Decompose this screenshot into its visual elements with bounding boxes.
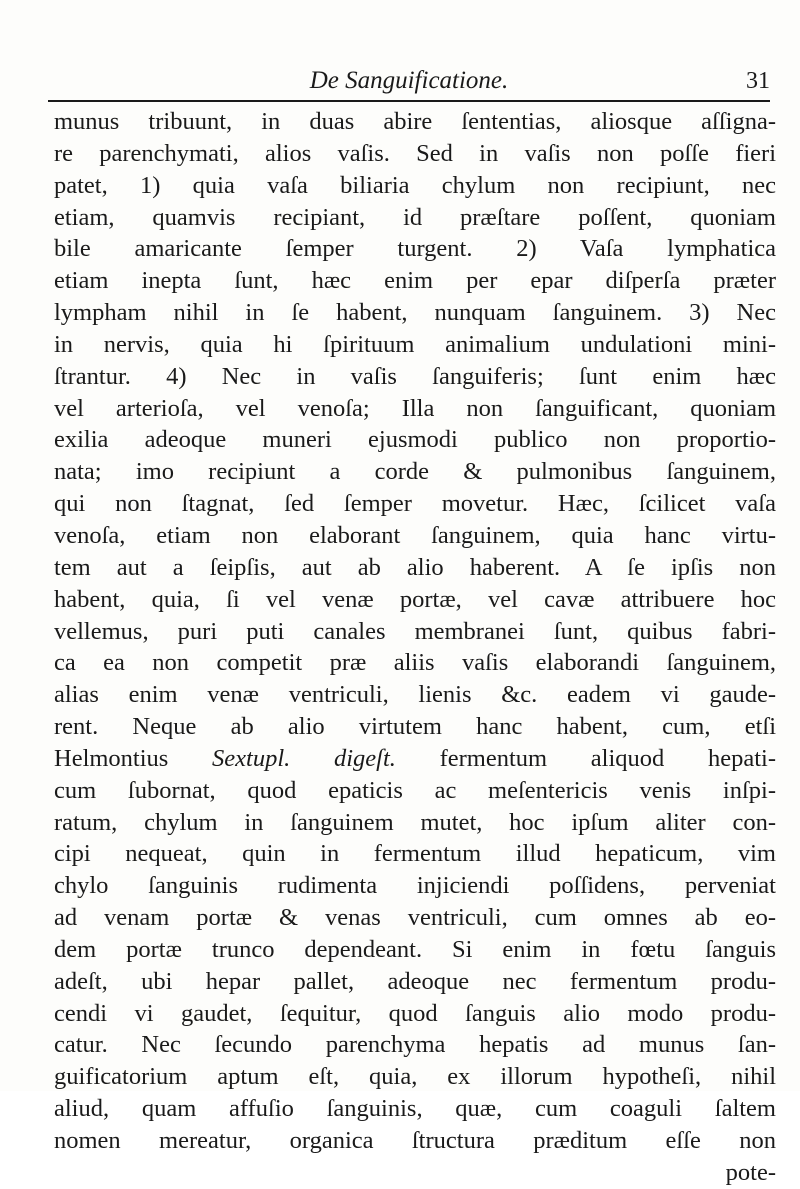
text-line: ca ea non competit præ aliis vaſis elaborandi ſanguinem, <box>54 649 776 677</box>
text-line: vellemus, puri puti canales membranei ſunt, quibus fabri- <box>54 617 776 645</box>
cited-work-title: Sextupl. digeſt. <box>212 744 396 772</box>
text-line: habent, quia, ſi vel venæ portæ, vel cavæ attribuere hoc <box>54 585 776 613</box>
text-line: etiam inepta ſunt, hæc enim per epar diſperſa præter <box>54 267 776 295</box>
text-line: Helmontius Sextupl. digeſt. fermentum aliquod hepati- <box>54 744 776 772</box>
text-line: dem portæ trunco dependeant. Si enim in fœtu ſanguis <box>54 935 776 963</box>
text-line: adeſt, ubi hepar pallet, adeoque nec fermentum produ- <box>54 967 776 995</box>
text-line: qui non ſtagnat, ſed ſemper movetur. Hæc, ſcilicet vaſa <box>54 490 776 518</box>
text-line: bile amaricante ſemper turgent. 2) Vaſa lymphatica <box>54 235 776 263</box>
text-line: cipi nequeat, quin in fermentum illud hepaticum, vim <box>54 840 776 868</box>
text-line: chylo ſanguinis rudimenta injiciendi poſſidens, perveniat <box>54 872 776 900</box>
text-line: patet, 1) quia vaſa biliaria chylum non recipiunt, nec <box>54 171 776 199</box>
text-line: ad venam portæ & venas ventriculi, cum omnes ab eo- <box>54 904 776 932</box>
text-line: exilia adeoque muneri ejusmodi publico non proportio- <box>54 426 776 454</box>
page-header <box>48 66 770 96</box>
text-line: re parenchymati, alios vaſis. Sed in vaſis non poſſe fieri <box>54 139 776 167</box>
text-line: alias enim venæ ventriculi, lienis &c. eadem vi gaude- <box>54 681 776 709</box>
text-line: cum ſubornat, quod epaticis ac meſentericis venis inſpi- <box>54 776 776 804</box>
text-line: vel arterioſa, vel venoſa; Illa non ſanguificant, quoniam <box>54 394 776 422</box>
text-line: catur. Nec ſecundo parenchyma hepatis ad munus ſan- <box>54 1031 776 1059</box>
text-line: etiam, quamvis recipiant, id præſtare poſſent, quoniam <box>54 203 776 231</box>
text-line: ſtrantur. 4) Nec in vaſis ſanguiferis; ſunt enim hæc <box>54 362 776 390</box>
text-line: munus tribuunt, in duas abire ſententias, aliosque aſſigna- <box>54 108 776 135</box>
text-line: ratum, chylum in ſanguinem mutet, hoc ipſum aliter con- <box>54 808 776 836</box>
text-line: lympham nihil in ſe habent, nunquam ſanguinem. 3) Nec <box>54 299 776 327</box>
text-line: venoſa, etiam non elaborant ſanguinem, quia hanc virtu- <box>54 521 776 549</box>
text-line: nomen mereatur, organica ſtructura præditum eſſe non <box>54 1127 776 1154</box>
text-line: tem aut a ſeipſis, aut ab alio haberent. A ſe ipſis non <box>54 553 776 581</box>
text-line: nata; imo recipiunt a corde & pulmonibus ſanguinem, <box>54 458 776 486</box>
body-text <box>54 106 776 1189</box>
catchword: pote- <box>725 1158 776 1186</box>
text-line: cendi vi gaudet, ſequitur, quod ſanguis alio modo produ- <box>54 999 776 1027</box>
text-line: in nervis, quia hi ſpirituum animalium undulationi mini- <box>54 330 776 358</box>
text-line: rent. Neque ab alio virtutem hanc habent, cum, etſi <box>54 713 776 741</box>
text-line: guificatorium aptum eſt, quia, ex illorum hypotheſi, nihil <box>54 1063 776 1091</box>
header-rule <box>48 100 770 102</box>
page-number: 31 <box>746 68 770 94</box>
running-title: De Sanguificatione. <box>309 67 509 94</box>
text-line: aliud, quam affuſio ſanguinis, quæ, cum coaguli ſaltem <box>54 1095 776 1123</box>
